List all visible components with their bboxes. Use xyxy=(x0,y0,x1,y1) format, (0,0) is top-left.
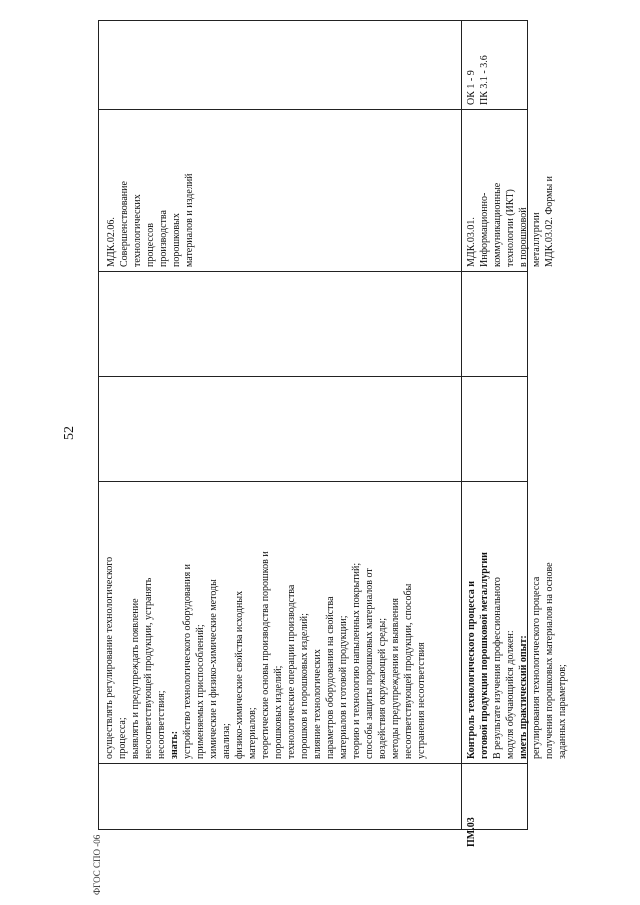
content-line: анализа; xyxy=(221,723,232,759)
content-line: несоответствующей продукции, устранять xyxy=(143,577,154,759)
mdk-line: технологических xyxy=(132,194,143,267)
mdk-line: МДК.02.06. xyxy=(106,217,117,267)
mdk-line: процессов xyxy=(145,223,156,267)
page-number: 52 xyxy=(62,426,77,440)
mdk-line: МДК.03.01. xyxy=(466,217,477,267)
table-divider xyxy=(99,271,527,272)
table-divider xyxy=(99,763,527,764)
module-title-line: Контроль технологического процесса и xyxy=(466,580,477,759)
content-line: применяемых приспособлений; xyxy=(195,624,206,759)
competency-line: ПК 3.1 - 3.6 xyxy=(479,55,490,105)
competency-line: ОК 1 - 9 xyxy=(466,70,477,105)
content-line: методы предупреждения и выявления xyxy=(390,597,401,759)
row1-content xyxy=(103,483,428,759)
content-line: несоответствия; xyxy=(156,690,167,759)
content-line: процесса; xyxy=(117,717,128,759)
content-line: технологические операции производства xyxy=(286,584,297,759)
content-lines-1 xyxy=(103,483,428,759)
content-line: заданных параметров; xyxy=(557,664,568,759)
content-line: осуществлять регулирование технологического xyxy=(104,556,115,759)
content-line: иметь практический опыт: xyxy=(518,635,529,759)
mdk-line: МДК.03.02. Формы и xyxy=(544,175,555,267)
content-line: параметров оборудования на свойства xyxy=(325,596,336,759)
footer-label: ФГОС СПО -06 xyxy=(92,834,102,895)
row-divider xyxy=(461,109,527,110)
mdk-line: коммуникационные xyxy=(492,182,503,267)
content-line: материалов и готовой продукции; xyxy=(338,615,349,759)
content-line: устранения несоответствия xyxy=(416,642,427,759)
mdk-line: производства xyxy=(158,210,169,267)
content-line: порошковых изделий; xyxy=(273,665,284,759)
row1-mdk xyxy=(105,112,196,267)
content-line: регулирования технологического процесса xyxy=(531,576,542,759)
content-line: порошков и порошковых изделий; xyxy=(299,613,310,759)
row2-mdk xyxy=(465,112,556,267)
content-line: способы защиты порошковых материалов от xyxy=(364,568,375,759)
content-line: материалов; xyxy=(247,707,258,759)
mdk-line: материалов и изделий xyxy=(184,173,195,267)
row2-competencies xyxy=(465,25,491,105)
row-divider xyxy=(461,21,462,829)
table-divider xyxy=(99,376,527,377)
table-divider xyxy=(99,481,527,482)
content-line: теорию и технологию напыленных покрытий; xyxy=(351,562,362,759)
content-line: воздействия окружающей среды; xyxy=(377,617,388,759)
curriculum-table xyxy=(98,20,568,847)
content-line: В результате изучения профессионального xyxy=(492,577,503,759)
content-line: влияние технологических xyxy=(312,649,323,759)
mdk-line: металлургии xyxy=(531,212,542,267)
mdk-line: Совершенствование xyxy=(119,181,130,267)
content-line: физико-химические свойства исходных xyxy=(234,590,245,759)
pm03-code: ПМ.03 xyxy=(466,817,477,847)
content-line: модуля обучающийся должен: xyxy=(505,630,516,759)
content-line: несоответствующей продукции, способы xyxy=(403,583,414,759)
mdk-line: порошковых xyxy=(171,213,182,267)
content-line: знать: xyxy=(169,730,180,759)
content-line: теоретические основы производства порошков и xyxy=(260,551,271,759)
mdk-line: Информационно- xyxy=(479,192,490,267)
mdk-line: в порошковой xyxy=(518,207,529,267)
content-line: получения порошковых материалов на основе xyxy=(544,562,555,759)
content-line: химические и физико-химические методы xyxy=(208,579,219,759)
content-line: устройство технологического оборудования и xyxy=(182,563,193,759)
row2-content xyxy=(465,483,569,759)
mdk-line: технологии (ИКТ) xyxy=(505,189,516,267)
module-title-line: готовой продукции порошковой металлургии xyxy=(479,552,490,759)
content-line: выявлять и предупреждать появление xyxy=(130,598,141,759)
